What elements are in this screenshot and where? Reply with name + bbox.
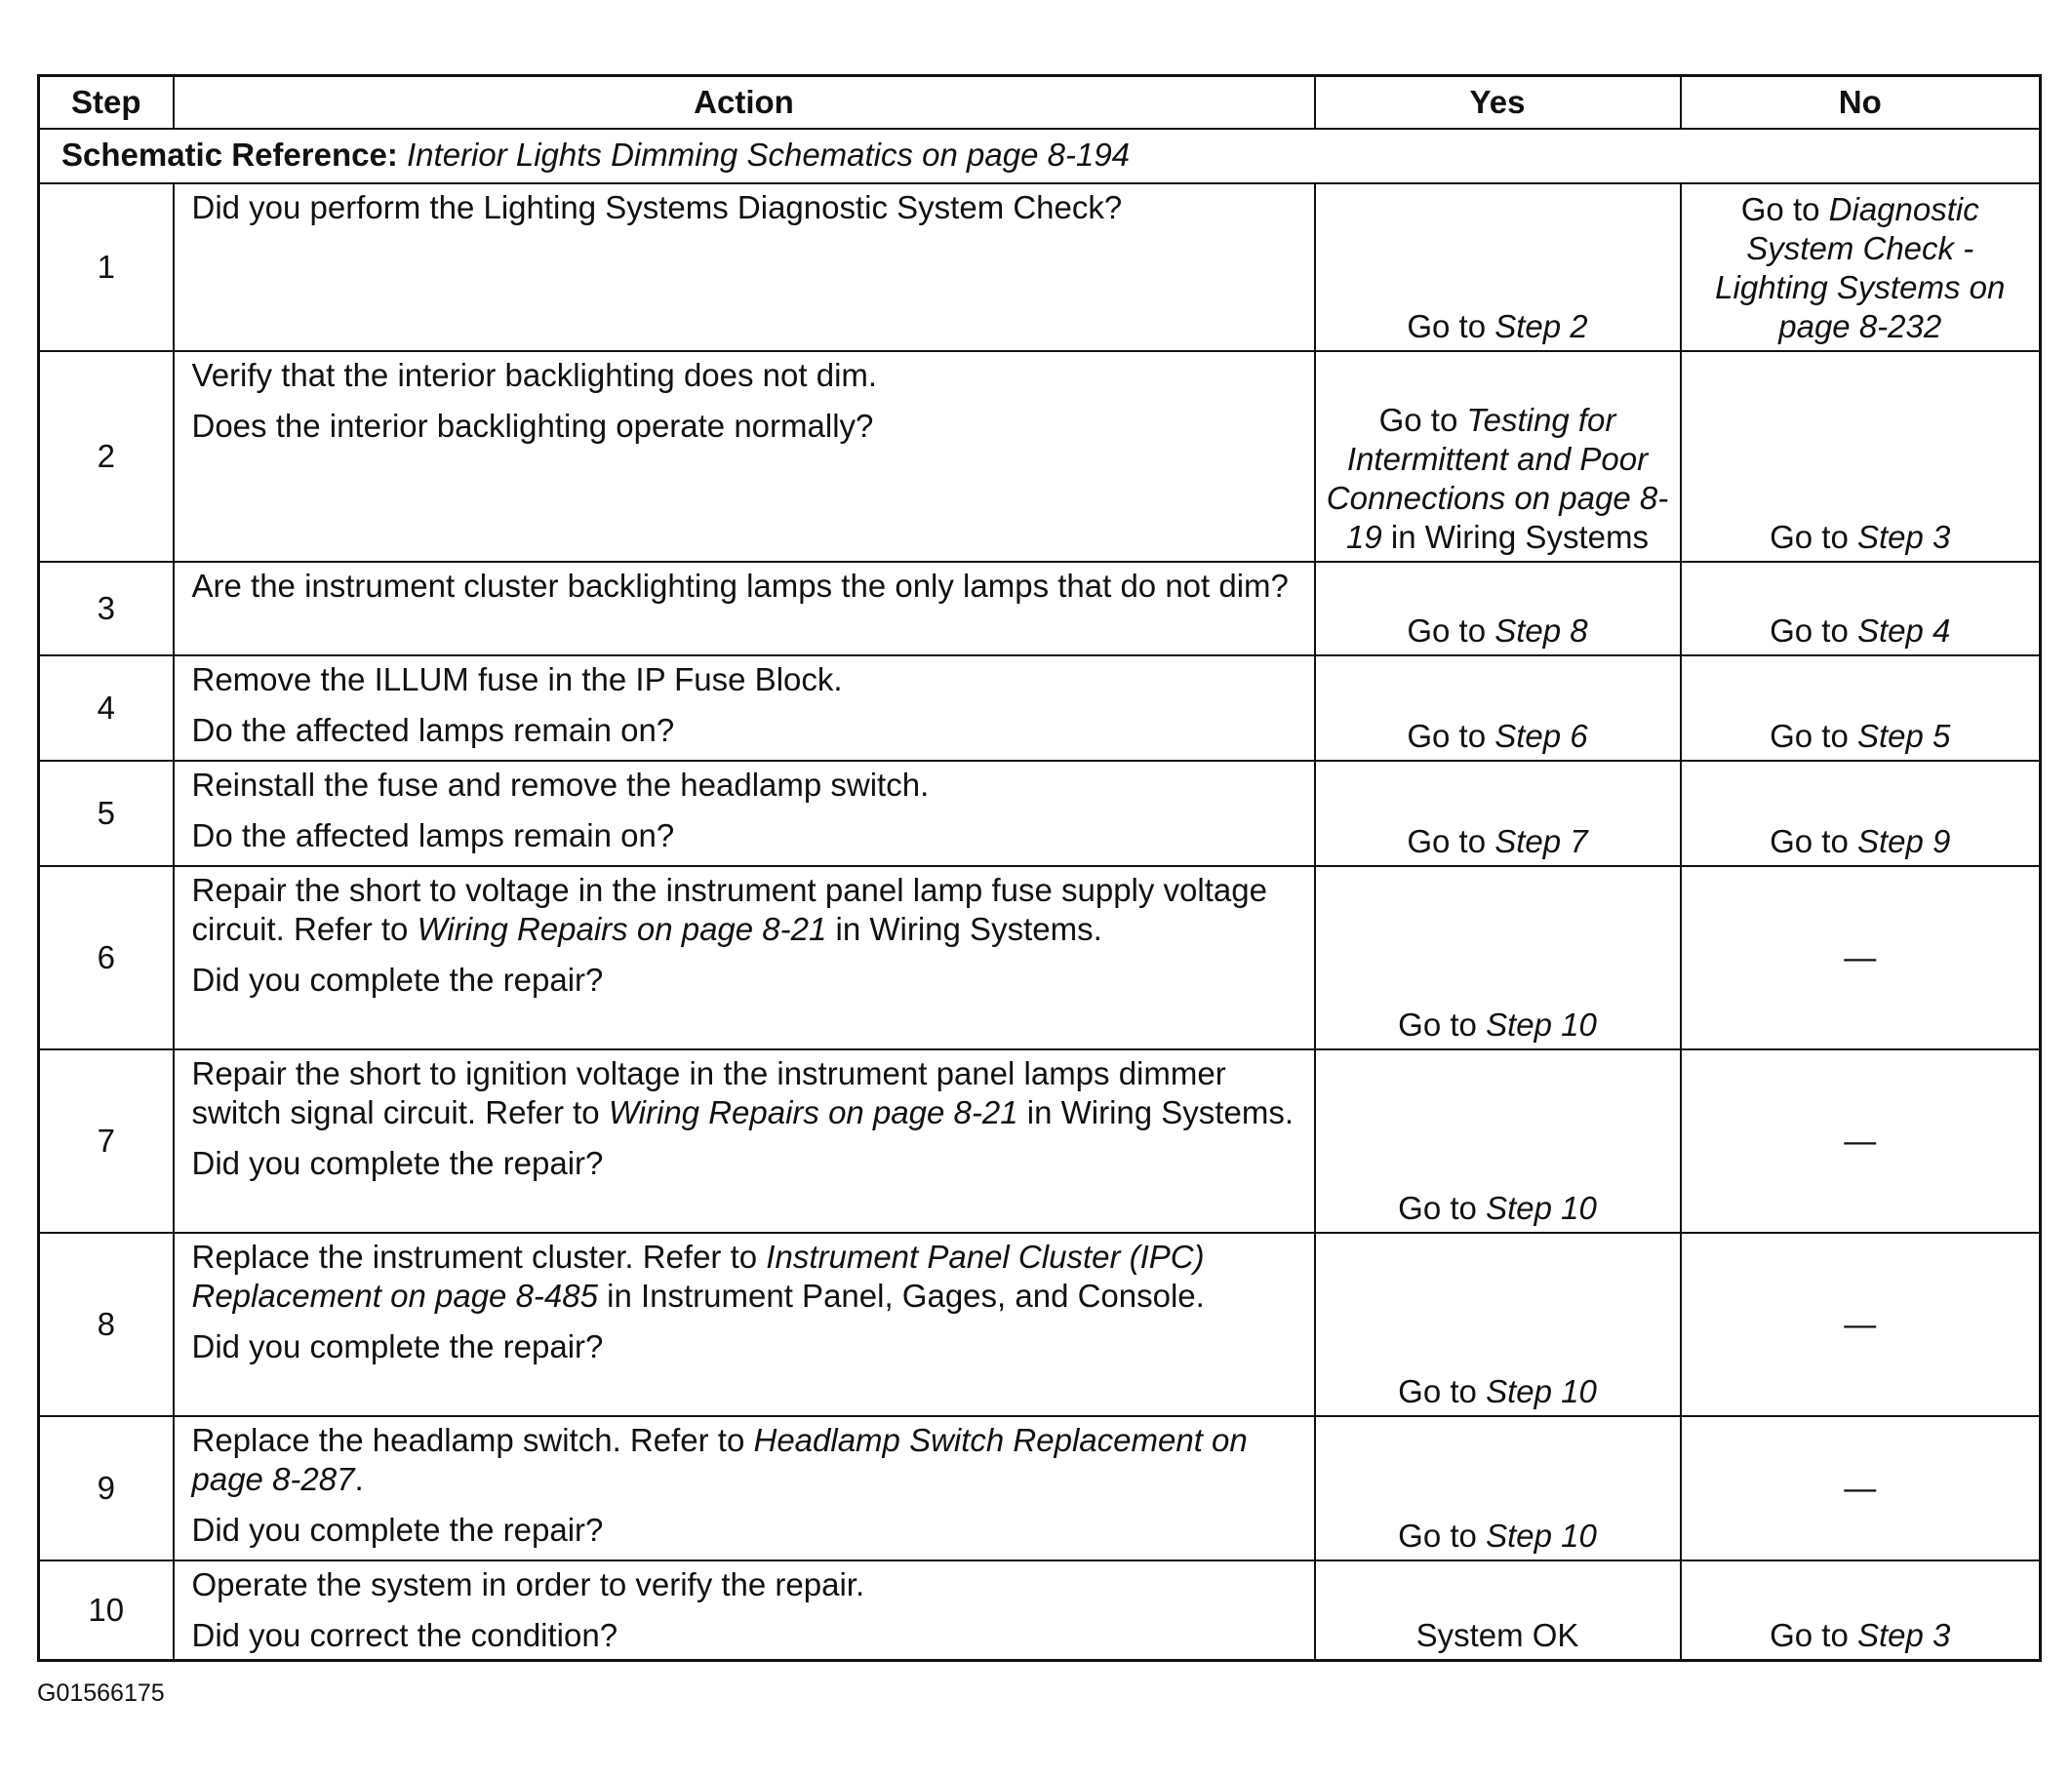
no-ref: Step 5 — [1856, 718, 1951, 754]
table-row — [39, 351, 2041, 562]
table-row — [39, 866, 2041, 1049]
no-dash: — — [1844, 1123, 1877, 1159]
action-cell — [174, 761, 1315, 866]
table-row — [39, 183, 2041, 351]
action-instruction — [192, 871, 1296, 949]
header-row — [39, 76, 2041, 130]
yes-cell — [1315, 1560, 1681, 1661]
action-cell — [174, 562, 1315, 655]
action-suffix: in Instrument Panel, Gages, and Console. — [607, 1278, 1205, 1314]
action-suffix: in Wiring Systems. — [1026, 1094, 1294, 1130]
header-action: Action — [174, 76, 1315, 130]
action-text: Replace the instrument cluster. Refer to — [191, 1239, 758, 1275]
action-cell — [174, 866, 1315, 1049]
action-cell — [174, 183, 1315, 351]
header-yes: Yes — [1315, 76, 1681, 130]
action-text: Replace the headlamp switch. Refer to — [191, 1422, 745, 1458]
no-cell — [1681, 562, 2041, 655]
yes-prefix: Go to — [1378, 402, 1458, 438]
action-cell — [174, 1049, 1315, 1233]
step-number: 1 — [39, 183, 174, 351]
action-ref: Wiring Repairs on page 8-21 — [417, 911, 827, 947]
action-question: Did you complete the repair? — [191, 1512, 604, 1548]
yes-cell — [1315, 866, 1681, 1049]
no-prefix: Go to — [1740, 191, 1820, 227]
action-question: Did you complete the repair? — [191, 1145, 604, 1181]
action-question: Do the affected lamps remain on? — [191, 712, 675, 748]
action-ref: Headlamp Switch Replacement on page 8-287 — [191, 1422, 1248, 1497]
header-step: Step — [39, 76, 174, 130]
action-suffix: . — [354, 1461, 364, 1497]
table-row — [39, 1233, 2041, 1416]
yes-suffix: in Wiring Systems — [1390, 519, 1649, 555]
no-cell — [1681, 1416, 2041, 1560]
step-number: 9 — [39, 1416, 174, 1560]
yes-prefix: Go to — [1407, 308, 1487, 344]
yes-prefix: Go to — [1398, 1007, 1477, 1043]
diagnostic-table — [37, 74, 2042, 1662]
action-instruction: Operate the system in order to verify the repair. — [191, 1566, 865, 1602]
yes-ref: Step 8 — [1494, 612, 1588, 649]
yes-ref: Step 10 — [1486, 1007, 1597, 1043]
yes-prefix: Go to — [1407, 718, 1487, 754]
no-cell — [1681, 1233, 2041, 1416]
yes-prefix: Go to — [1398, 1373, 1477, 1409]
action-question: Did you correct the condition? — [191, 1617, 618, 1653]
step-number: 4 — [39, 655, 174, 761]
no-prefix: Go to — [1770, 823, 1849, 859]
no-cell — [1681, 351, 2041, 562]
table-row — [39, 1049, 2041, 1233]
yes-ref: Step 2 — [1494, 308, 1588, 344]
table-row — [39, 1416, 2041, 1560]
table-row — [39, 1560, 2041, 1661]
schematic-reference — [39, 129, 2041, 183]
no-cell — [1681, 1560, 2041, 1661]
table-row — [39, 761, 2041, 866]
action-ref: Instrument Panel Cluster (IPC) Replacement on page 8-485 — [191, 1239, 1205, 1314]
action-instruction — [192, 1238, 1296, 1316]
step-number: 8 — [39, 1233, 174, 1416]
action-text: Repair the short to voltage in the instrument panel lamp fuse supply voltage circuit. Refer to — [191, 872, 1267, 947]
action-cell — [174, 655, 1315, 761]
yes-cell — [1315, 562, 1681, 655]
yes-ref: Step 7 — [1494, 823, 1588, 859]
action-cell — [174, 1233, 1315, 1416]
action-suffix: in Wiring Systems. — [835, 911, 1102, 947]
action-instruction: Remove the ILLUM fuse in the IP Fuse Block. — [191, 661, 843, 697]
yes-cell — [1315, 655, 1681, 761]
no-cell — [1681, 761, 2041, 866]
no-ref: Step 4 — [1856, 612, 1951, 649]
table-row — [39, 562, 2041, 655]
yes-cell — [1315, 351, 1681, 562]
step-number: 2 — [39, 351, 174, 562]
figure-id: G01566175 — [37, 1679, 165, 1707]
yes-ref: Step 6 — [1494, 718, 1588, 754]
schematic-label: Schematic Reference: — [61, 137, 398, 173]
step-number: 3 — [39, 562, 174, 655]
yes-ref: Step 10 — [1486, 1518, 1597, 1554]
yes-cell — [1315, 761, 1681, 866]
no-cell — [1681, 866, 2041, 1049]
schematic-link: Interior Lights Dimming Schematics on page 8-194 — [407, 137, 1131, 173]
yes-cell — [1315, 1233, 1681, 1416]
step-number: 7 — [39, 1049, 174, 1233]
no-prefix: Go to — [1770, 718, 1849, 754]
action-question: Are the instrument cluster backlighting lamps the only lamps that do not dim? — [191, 568, 1289, 604]
no-prefix: Go to — [1770, 1617, 1849, 1653]
action-ref: Wiring Repairs on page 8-21 — [608, 1094, 1018, 1130]
action-instruction: Reinstall the fuse and remove the headlamp switch. — [191, 767, 930, 803]
yes-prefix: Go to — [1398, 1190, 1477, 1226]
no-cell — [1681, 655, 2041, 761]
action-text: Repair the short to ignition voltage in the instrument panel lamps dimmer switch signal circuit. Refer to — [191, 1055, 1226, 1130]
yes-prefix: Go to — [1398, 1518, 1477, 1554]
no-dash: — — [1844, 1306, 1877, 1342]
yes-cell — [1315, 1416, 1681, 1560]
schematic-row — [39, 129, 2041, 183]
action-cell — [174, 1560, 1315, 1661]
action-question: Did you perform the Lighting Systems Diagnostic System Check? — [191, 189, 1123, 225]
yes-ref: Testing for Intermittent and Poor Connections on page 8-19 — [1326, 402, 1669, 555]
no-ref: Step 3 — [1856, 519, 1951, 555]
table-row — [39, 655, 2041, 761]
step-number: 5 — [39, 761, 174, 866]
header-no: No — [1681, 76, 2041, 130]
yes-ref: Step 10 — [1486, 1373, 1597, 1409]
yes-cell — [1315, 1049, 1681, 1233]
no-ref: Step 9 — [1856, 823, 1951, 859]
action-question: Did you complete the repair? — [191, 962, 604, 998]
no-prefix: Go to — [1770, 612, 1849, 649]
action-question: Do the affected lamps remain on? — [191, 817, 675, 853]
no-cell — [1681, 1049, 2041, 1233]
step-number: 10 — [39, 1560, 174, 1661]
action-question: Did you complete the repair? — [191, 1328, 604, 1364]
no-ref: Step 3 — [1856, 1617, 1951, 1653]
action-cell — [174, 351, 1315, 562]
no-cell — [1681, 183, 2041, 351]
no-dash: — — [1844, 939, 1877, 975]
action-instruction — [192, 1054, 1296, 1132]
no-dash: — — [1844, 1470, 1877, 1506]
action-cell — [174, 1416, 1315, 1560]
action-instruction — [192, 1421, 1296, 1499]
no-prefix: Go to — [1770, 519, 1849, 555]
step-number: 6 — [39, 866, 174, 1049]
yes-text: System OK — [1415, 1617, 1579, 1653]
yes-ref: Step 10 — [1486, 1190, 1597, 1226]
no-ref: Diagnostic System Check - Lighting Systems on page 8-232 — [1715, 191, 2006, 344]
yes-prefix: Go to — [1407, 612, 1487, 649]
action-question: Does the interior backlighting operate normally? — [191, 408, 874, 444]
action-instruction: Verify that the interior backlighting does not dim. — [191, 357, 878, 393]
yes-cell — [1315, 183, 1681, 351]
yes-prefix: Go to — [1407, 823, 1487, 859]
